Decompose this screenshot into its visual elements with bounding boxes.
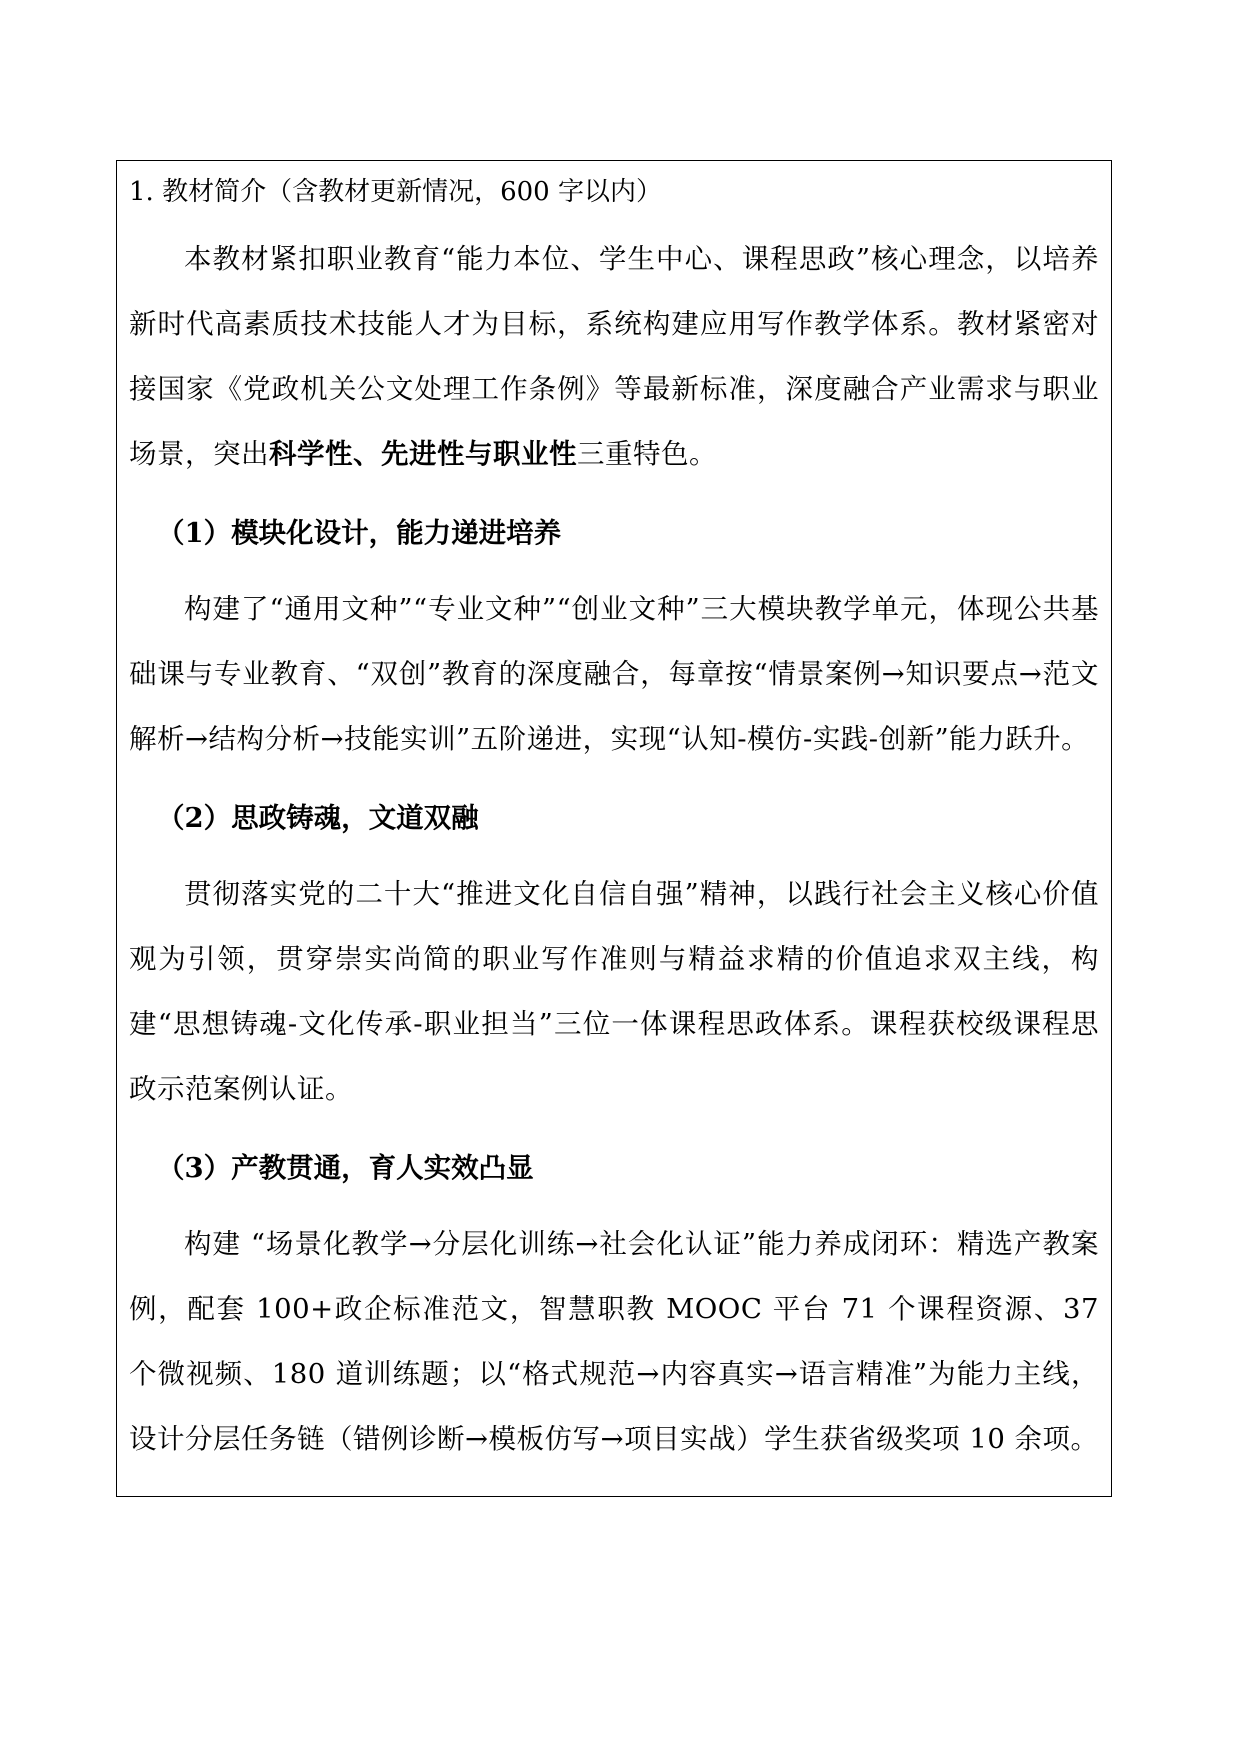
intro-text-before: 本教材紧扣职业教育“能力本位、学生中心、课程思政”核心理念，以培养新时代高素质技术技能人才为目标，系统构建应用写作教学体系。教材紧密对接国家《党政机关公文处理工作条例》等最新标准，深度融合产业需求与职业场景，突出: [129, 243, 1099, 470]
subsection-body-2: 贯彻落实党的二十大“推进文化自信自强”精神，以践行社会主义核心价值观为引领，贯穿崇实尚简的职业写作准则与精益求精的价值追求双主线，构建“思想铸魂-文化传承-职业担当”三位一体课程思政体系。课程获校级课程思政示范案例认证。: [129, 878, 1099, 1105]
subsection-title-2: （2）思政铸魂，文道双融: [157, 802, 479, 834]
subsection-body-1: 构建了“通用文种”“专业文种”“创业文种”三大模块教学单元，体现公共基础课与专业教育、“双创”教育的深度融合，每章按“情景案例→知识要点→范文解析→结构分析→技能实训”五阶递进，实现“认知-模仿-实践-创新”能力跃升。: [129, 593, 1099, 755]
intro-text-after: 三重特色。: [577, 438, 717, 470]
section-heading: 1. 教材简介（含教材更新情况，600 字以内）: [129, 177, 662, 207]
intro-emphasis: 科学性、先进性与职业性: [269, 438, 577, 470]
subsection-body-3: 构建 “场景化教学→分层化训练→社会化认证”能力养成闭环：精选产教案例，配套 100+政企标准范文，智慧职教 MOOC 平台 71 个课程资源、37 个微视频、180 道训练题；以“格式规范→内容真实→语言精准”为能力主线，设计分层任务链（错例诊断→模板仿写→项目实战）学生获省级奖项 10 余项。: [129, 1228, 1099, 1455]
subsection-title-3: （3）产教贯通，育人实效凸显: [157, 1152, 534, 1184]
textbook-intro-box: [116, 160, 1112, 1497]
intro-paragraph: [129, 227, 1099, 487]
subsection-title-1: （1）模块化设计，能力递进培养: [157, 517, 562, 549]
